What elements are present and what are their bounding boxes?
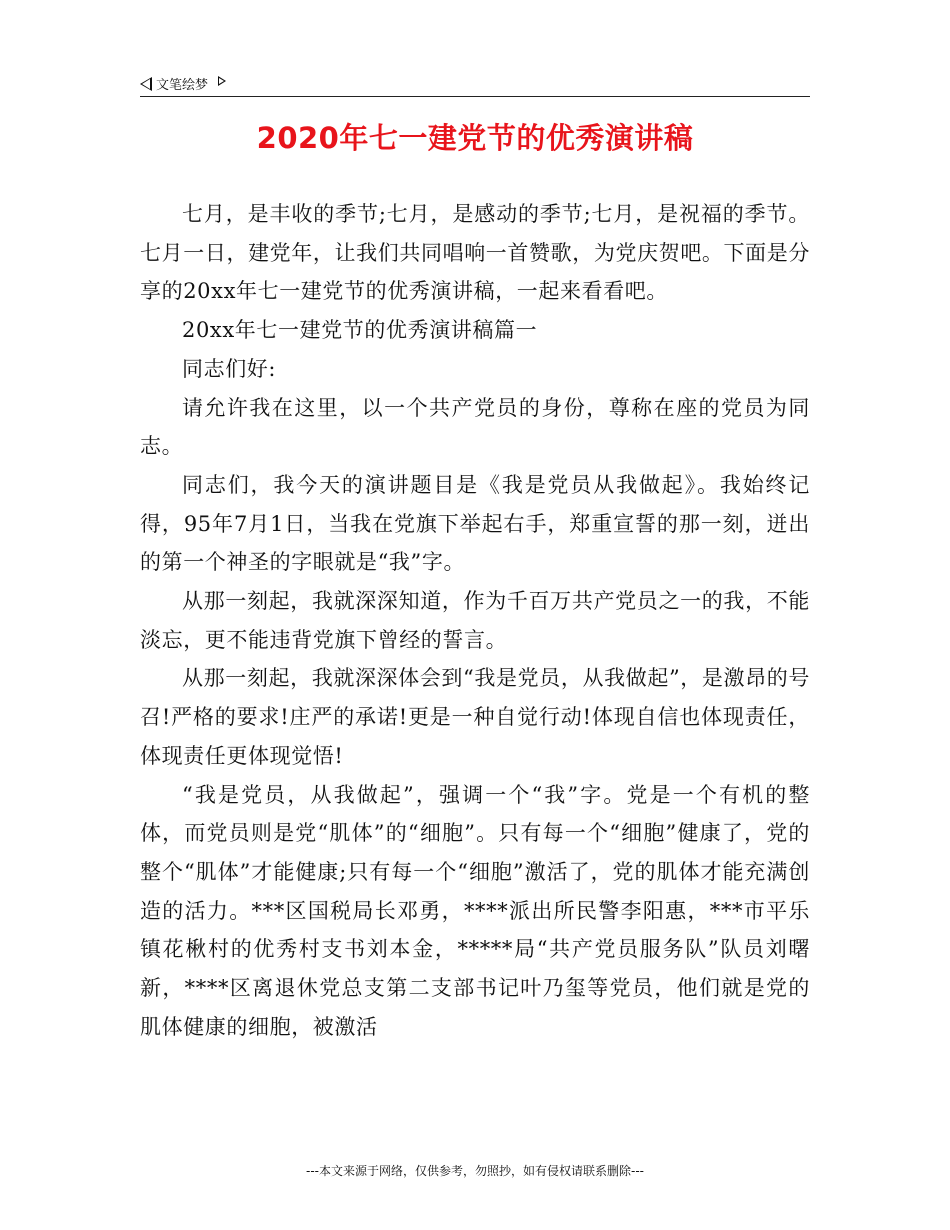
- paragraph: 从那一刻起，我就深深体会到“我是党员，从我做起”，是激昂的号召!严格的要求!庄严的承诺!更是一种自觉行动!体现自信也体现责任，体现责任更体现觉悟!: [140, 666, 810, 768]
- triangle-left-icon: [140, 77, 152, 91]
- paragraph-intro: 七月，是丰收的季节;七月，是感动的季节;七月，是祝福的季节。七月一日，建党年，让我们共同唱响一首赞歌，为党庆贺吧。下面是分享的20xx年七一建党节的优秀演讲稿，一起来看看吧。: [140, 202, 810, 304]
- paragraph: 从那一刻起，我就深深知道，作为千百万共产党员之一的我，不能淡忘，更不能违背党旗下曾经的誓言。: [140, 589, 810, 652]
- page-header: [140, 72, 810, 97]
- paragraph: “我是党员，从我做起”，强调一个“我”字。党是一个有机的整体，而党员则是党“肌体”的“细胞”。只有每一个“细胞”健康了，党的整个“肌体”才能健康;只有每一个“细胞”激活了，党的肌体才能充满创造的活力。***区国税局长邓勇，****派出所民警李阳惠，***市平乐镇花楸村的优秀村支书刘本金，*****局“共产党员服务队”队员刘曙新，****区离退休党总支第二支部书记叶乃玺等党员，他们就是党的肌体健康的细胞，被激活: [140, 782, 810, 1039]
- paragraph-section-heading: 20xx年七一建党节的优秀演讲稿篇一: [182, 318, 538, 343]
- paragraph: 请允许我在这里，以一个共产党员的身份，尊称在座的党员为同志。: [140, 395, 810, 459]
- document-body: [140, 195, 810, 1046]
- brand-name: 文笔绘梦: [156, 78, 209, 93]
- document-title: 2020年七一建党节的优秀演讲稿: [256, 121, 694, 155]
- triangle-right-icon: [218, 76, 226, 86]
- paragraph-greeting: 同志们好:: [182, 356, 277, 381]
- page-footer-disclaimer: ---本文来源于网络，仅供参考，勿照抄，如有侵权请联系删除---: [306, 1164, 644, 1178]
- paragraph: 同志们，我今天的演讲题目是《我是党员从我做起》。我始终记得，95年7月1日，当我在党旗下举起右手，郑重宣誓的那一刻，迸出的第一个神圣的字眼就是“我”字。: [140, 472, 810, 575]
- brand-logo: [140, 74, 226, 93]
